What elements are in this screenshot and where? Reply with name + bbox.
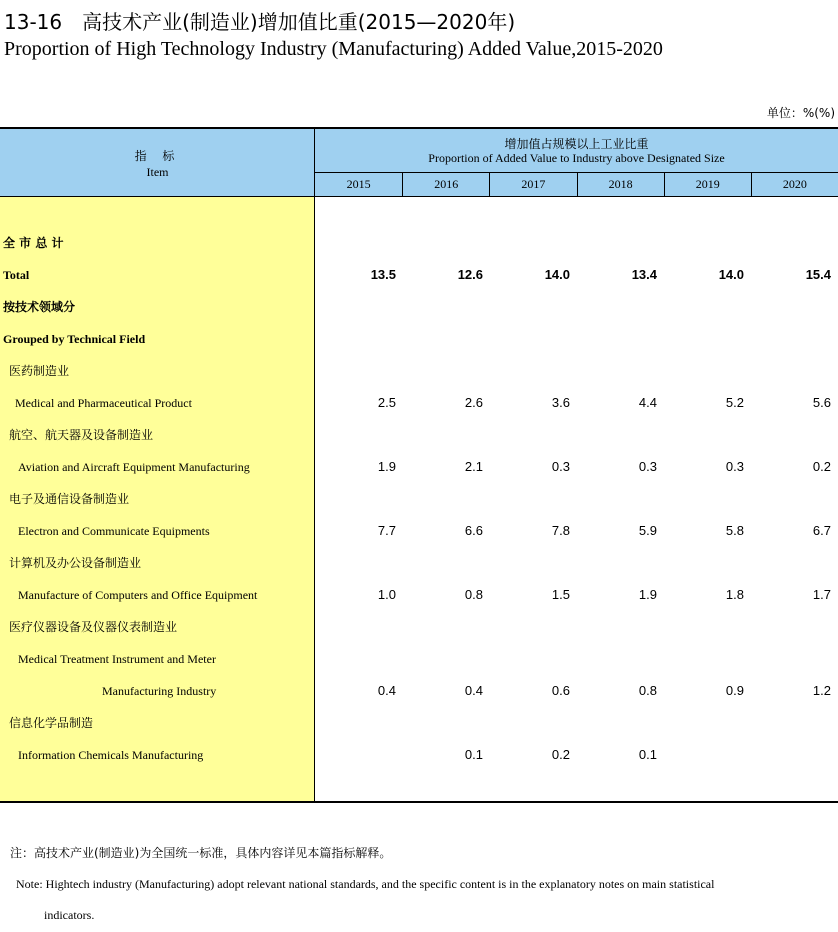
table-row [0,451,838,483]
cell-value: 12.6 [457,267,483,282]
cell-value: 0.2 [551,747,570,762]
cell-value: 5.9 [638,523,657,538]
cell-value: 1.9 [638,587,657,602]
cell-value: 0.8 [638,683,657,698]
cell-value: 13.4 [631,267,657,282]
cell-value: 1.0 [377,587,396,602]
header-year: 2015 [346,177,371,191]
header-year: 2020 [751,173,838,196]
cell-value: 0.4 [464,683,483,698]
cell-value: 0.3 [551,459,570,474]
cell-value: 5.8 [725,523,744,538]
row-label: Manufacture of Computers and Office Equipment [18,588,258,602]
cell-value: 0.1 [464,747,483,762]
row-label: Electron and Communicate Equipments [18,524,210,538]
table-row [0,515,838,547]
row-label: 航空、航天器及设备制造业 [9,428,154,442]
header-year: 2019 [664,173,751,196]
row-label: Medical Treatment Instrument and Meter [18,652,216,666]
table-row [0,387,838,419]
page-title-en: Proportion of High Technology Industry (Manufacturing) Added Value,2015-2020 [4,38,663,60]
page-title-cn: 13-16 高技术产业(制造业)增加值比重(2015—2020年) [4,10,516,34]
cell-value: 0.4 [377,683,396,698]
table-row [0,483,838,515]
row-label: 计算机及办公设备制造业 [9,556,142,570]
header-year: 2017 [489,173,576,196]
note-en-line2: indicators. [44,908,95,922]
cell-value: 2.1 [464,459,483,474]
row-label: 按技术领域分 [3,300,76,314]
cell-value: 1.8 [725,587,744,602]
table-row [0,419,838,451]
cell-value: 1.7 [812,587,831,602]
table-bottom-rule [0,801,838,803]
table-row [0,547,838,579]
table-row [0,739,838,771]
cell-value: 2.6 [464,395,483,410]
cell-value: 5.6 [812,395,831,410]
row-label: Total [3,268,30,282]
table-row [0,707,838,739]
cell-value: 1.9 [377,459,396,474]
header-item-cn: 指 标 [134,149,181,163]
header-year: 2016 [402,173,489,196]
cell-value: 6.7 [812,523,831,538]
cell-value: 14.0 [544,267,570,282]
row-label: 医疗仪器设备及仪器仪表制造业 [9,620,178,634]
note-en-line1: Note: Hightech industry (Manufacturing) adopt relevant national standards, and the specific content is in the explanatory notes on main statistical [16,877,715,891]
table-row [0,355,838,387]
cell-value: 1.2 [812,683,831,698]
cell-value: 14.0 [718,267,744,282]
table-row [0,291,838,323]
header-item-cell [0,129,315,196]
table-row [0,675,838,707]
table-row [0,227,838,259]
cell-value: 15.4 [805,267,831,282]
header-item-en: Item [146,165,169,179]
table-row [0,323,838,355]
cell-value: 2.5 [377,395,396,410]
cell-value: 7.8 [551,523,570,538]
cell-value: 0.9 [725,683,744,698]
cell-value: 0.3 [638,459,657,474]
row-label: Medical and Pharmaceutical Product [15,396,192,410]
row-label: 电子及通信设备制造业 [9,492,130,506]
cell-value: 13.5 [370,267,396,282]
cell-value: 4.4 [638,395,657,410]
cell-value: 0.6 [551,683,570,698]
row-label: Information Chemicals Manufacturing [18,748,204,762]
unit-label: 单位：%(%) [766,106,835,120]
row-label: Manufacturing Industry [102,684,217,698]
table-row [0,611,838,643]
row-label: 医药制造业 [9,364,70,378]
header-group-cn: 增加值占规模以上工业比重 [504,137,649,151]
cell-value: 0.1 [638,747,657,762]
cell-value: 5.2 [725,395,744,410]
header-year: 2018 [577,173,664,196]
data-table [0,127,838,803]
cell-value: 6.6 [464,523,483,538]
row-label: 全 市 总 计 [3,236,64,250]
header-group-en: Proportion of Added Value to Industry above Designated Size [428,151,725,165]
note-cn: 注：高技术产业(制造业)为全国统一标准，具体内容详见本篇指标解释。 [10,846,392,860]
cell-value: 3.6 [551,395,570,410]
row-label: Aviation and Aircraft Equipment Manufacturing [18,460,250,474]
cell-value: 7.7 [377,523,396,538]
row-label: 信息化学品制造 [9,716,94,730]
header-group-cell [315,129,838,196]
cell-value: 0.8 [464,587,483,602]
table-row [0,579,838,611]
cell-value: 0.2 [812,459,831,474]
cell-value: 0.3 [725,459,744,474]
cell-value: 1.5 [551,587,570,602]
row-label: Grouped by Technical Field [3,332,146,346]
table-row [0,259,838,291]
table-row [0,643,838,675]
